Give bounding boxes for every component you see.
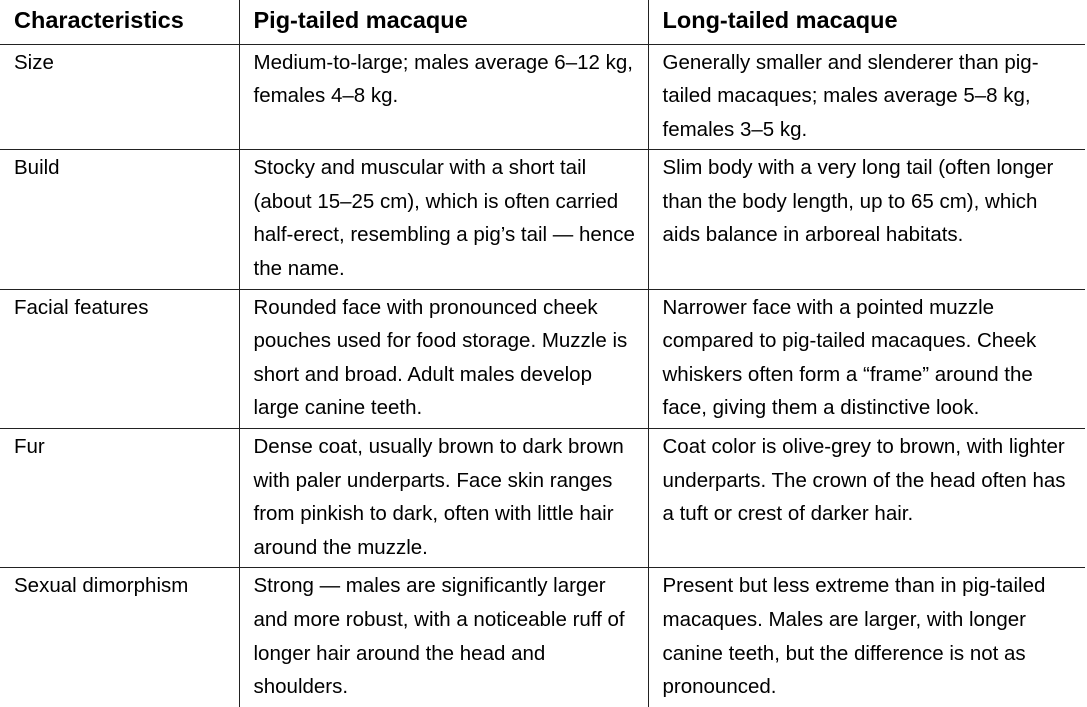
table-row-facial-features: [0, 289, 1085, 428]
table-row-build: [0, 150, 1085, 289]
table-row-fur: [0, 429, 1085, 568]
header-pig-tailed-macaque: Pig-tailed macaque: [239, 0, 648, 44]
cell-pig-tailed-build: Stocky and muscular with a short tail (about 15–25 cm), which is often carried half-erect, resembling a pig’s tail — hence the name.: [239, 150, 648, 289]
table-header-row: [0, 0, 1085, 44]
row-label-build: Build: [0, 150, 239, 289]
row-label-facial-features: Facial features: [0, 289, 239, 428]
cell-long-tailed-sexual-dimorphism: Present but less extreme than in pig-tailed macaques. Males are larger, with longer canine teeth, but the difference is not as pronounced.: [648, 568, 1085, 707]
cell-long-tailed-size: Generally smaller and slenderer than pig-tailed macaques; males average 5–8 kg, females 3–5 kg.: [648, 44, 1085, 150]
cell-pig-tailed-facial-features: Rounded face with pronounced cheek pouches used for food storage. Muzzle is short and broad. Adult males develop large canine teeth.: [239, 289, 648, 428]
cell-long-tailed-facial-features: Narrower face with a pointed muzzle compared to pig-tailed macaques. Cheek whiskers often form a “frame” around the face, giving them a distinctive look.: [648, 289, 1085, 428]
row-label-size: Size: [0, 44, 239, 150]
table-row-sexual-dimorphism: [0, 568, 1085, 707]
row-label-fur: Fur: [0, 429, 239, 568]
cell-pig-tailed-size: Medium-to-large; males average 6–12 kg, females 4–8 kg.: [239, 44, 648, 150]
table-row-size: [0, 44, 1085, 150]
header-characteristics: Characteristics: [0, 0, 239, 44]
cell-pig-tailed-sexual-dimorphism: Strong — males are significantly larger and more robust, with a noticeable ruff of longer hair around the head and shoulders.: [239, 568, 648, 707]
cell-long-tailed-build: Slim body with a very long tail (often longer than the body length, up to 65 cm), which aids balance in arboreal habitats.: [648, 150, 1085, 289]
cell-long-tailed-fur: Coat color is olive-grey to brown, with lighter underparts. The crown of the head often has a tuft or crest of darker hair.: [648, 429, 1085, 568]
header-long-tailed-macaque: Long-tailed macaque: [648, 0, 1085, 44]
cell-pig-tailed-fur: Dense coat, usually brown to dark brown with paler underparts. Face skin ranges from pinkish to dark, often with little hair around the muzzle.: [239, 429, 648, 568]
row-label-sexual-dimorphism: Sexual dimorphism: [14, 574, 189, 598]
